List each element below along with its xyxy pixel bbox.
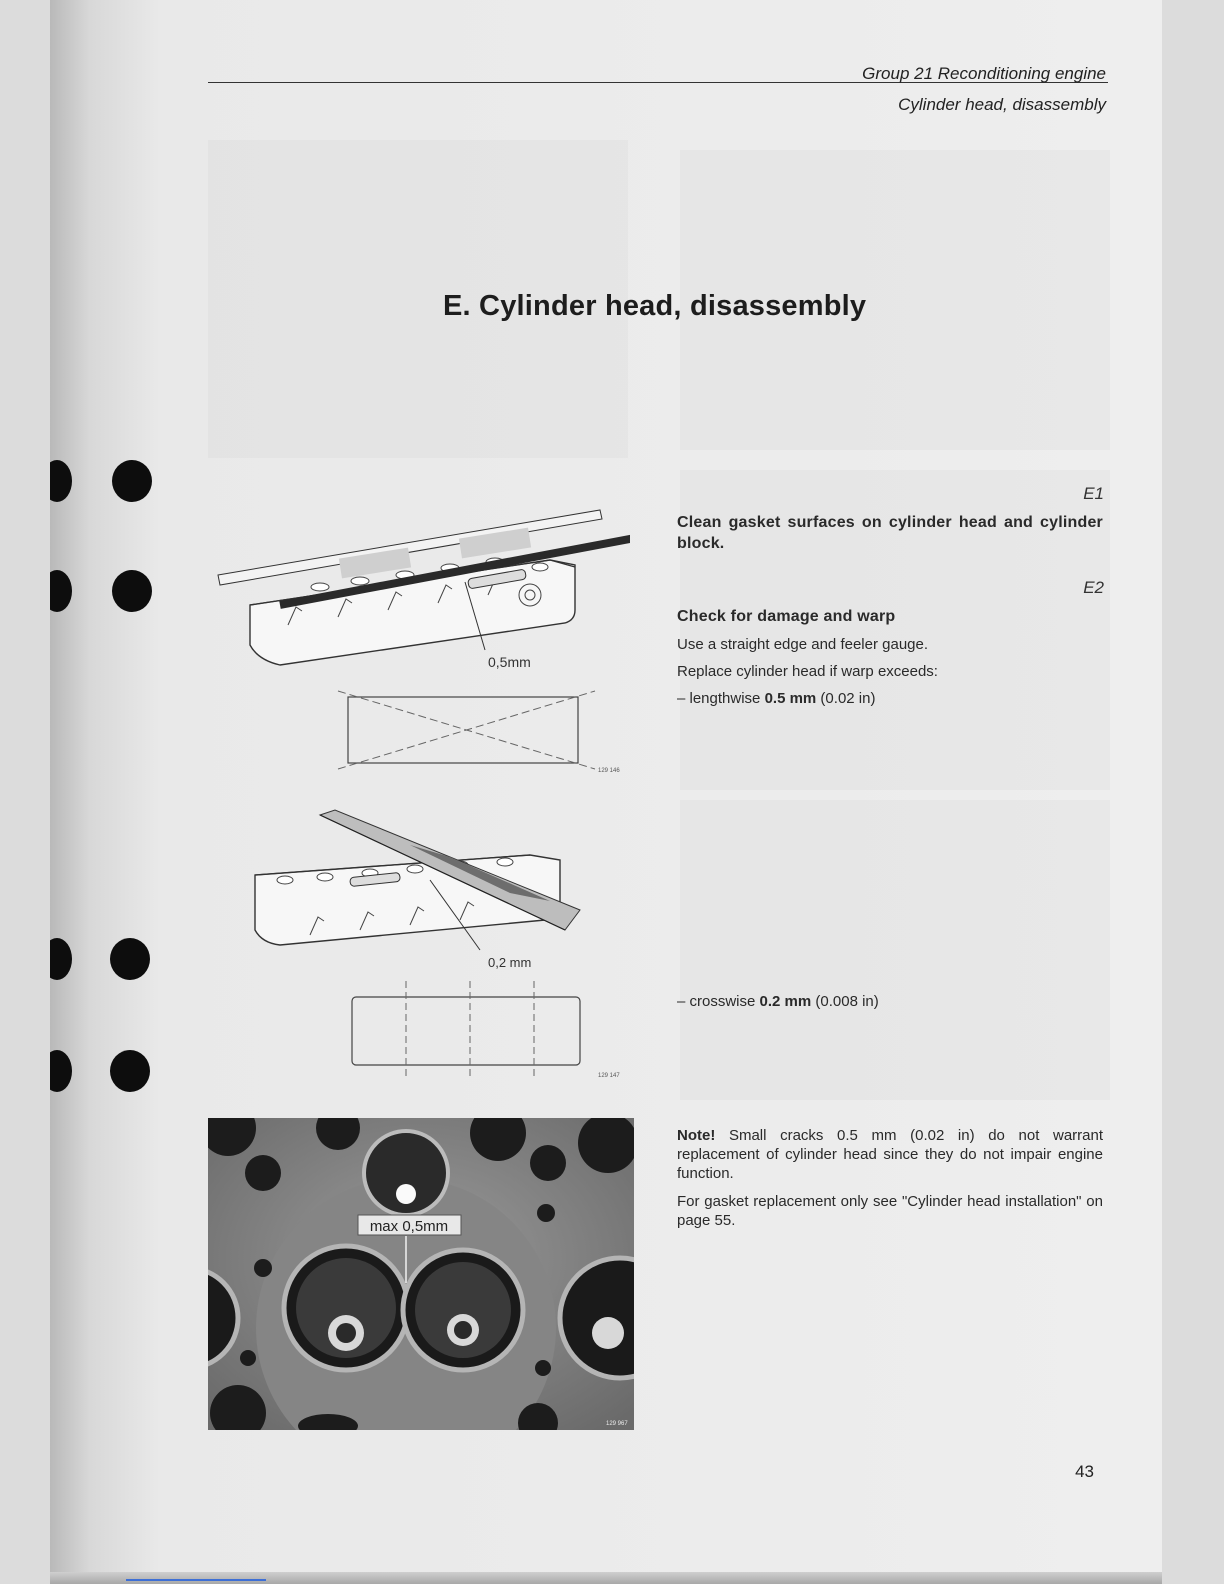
binder-hole	[50, 460, 72, 502]
header-section: Cylinder head, disassembly	[898, 95, 1106, 114]
figure-1-code: 129 146	[598, 768, 620, 774]
page-title: E. Cylinder head, disassembly	[443, 290, 867, 322]
lengthwise-prefix: – lengthwise	[677, 690, 765, 707]
gasket-reference: For gasket replacement only see "Cylinder head installation" on page 55.	[677, 1193, 1103, 1229]
header-group: Group 21 Reconditioning engine	[862, 64, 1106, 83]
page-number: 43	[1075, 1462, 1094, 1481]
crosswise-limit	[677, 991, 1103, 1012]
binder-hole	[110, 1050, 150, 1092]
step-e2-line-1: Use a straight edge and feeler gauge.	[677, 636, 929, 653]
scan-shade	[680, 800, 1110, 1100]
figure-crosswise-check	[210, 805, 630, 1080]
bottom-link-underline	[126, 1579, 266, 1581]
figure-valve-seat-photo	[208, 1118, 634, 1430]
figure-2-code: 129 147	[598, 1073, 620, 1079]
crosswise-suffix: (0.008 in)	[811, 993, 879, 1010]
lengthwise-limit	[677, 688, 1103, 709]
step-number-e1: E1	[1083, 484, 1104, 503]
crosswise-prefix: – crosswise	[677, 993, 760, 1010]
step-e2-line-2: Replace cylinder head if warp exceeds:	[677, 663, 938, 680]
bottom-scrollbar[interactable]	[50, 1572, 1162, 1584]
lengthwise-suffix: (0.02 in)	[816, 690, 876, 707]
lengthwise-value: 0.5 mm	[764, 690, 817, 707]
manual-page	[50, 0, 1162, 1584]
note-paragraph	[677, 1126, 1103, 1183]
step-e2-heading: Check for damage and warp	[677, 608, 896, 625]
step-number-e2: E2	[1083, 578, 1104, 597]
figure-3-code: 129 967	[606, 1421, 628, 1427]
binder-hole	[50, 938, 72, 980]
figure-2-dimension-label: 0,2 mm	[488, 955, 532, 970]
binder-hole	[112, 460, 152, 502]
binder-hole	[110, 938, 150, 980]
binder-hole	[50, 570, 72, 612]
figure-3-dimension-label: max 0,5mm	[369, 1218, 449, 1235]
crosswise-value: 0.2 mm	[759, 993, 812, 1010]
binder-hole	[112, 570, 152, 612]
figure-1-dimension-label: 0,5mm	[488, 654, 531, 670]
figure-lengthwise-check	[210, 505, 630, 780]
note-text: Small cracks 0.5 mm (0.02 in) do not warrant replacement of cylinder head since they do not impair engine function.	[677, 1127, 1103, 1182]
binder-hole	[50, 1050, 72, 1092]
note-label: Note!	[677, 1127, 716, 1144]
step-e1-heading: Clean gasket surfaces on cylinder head and cylinder block.	[677, 514, 1103, 552]
